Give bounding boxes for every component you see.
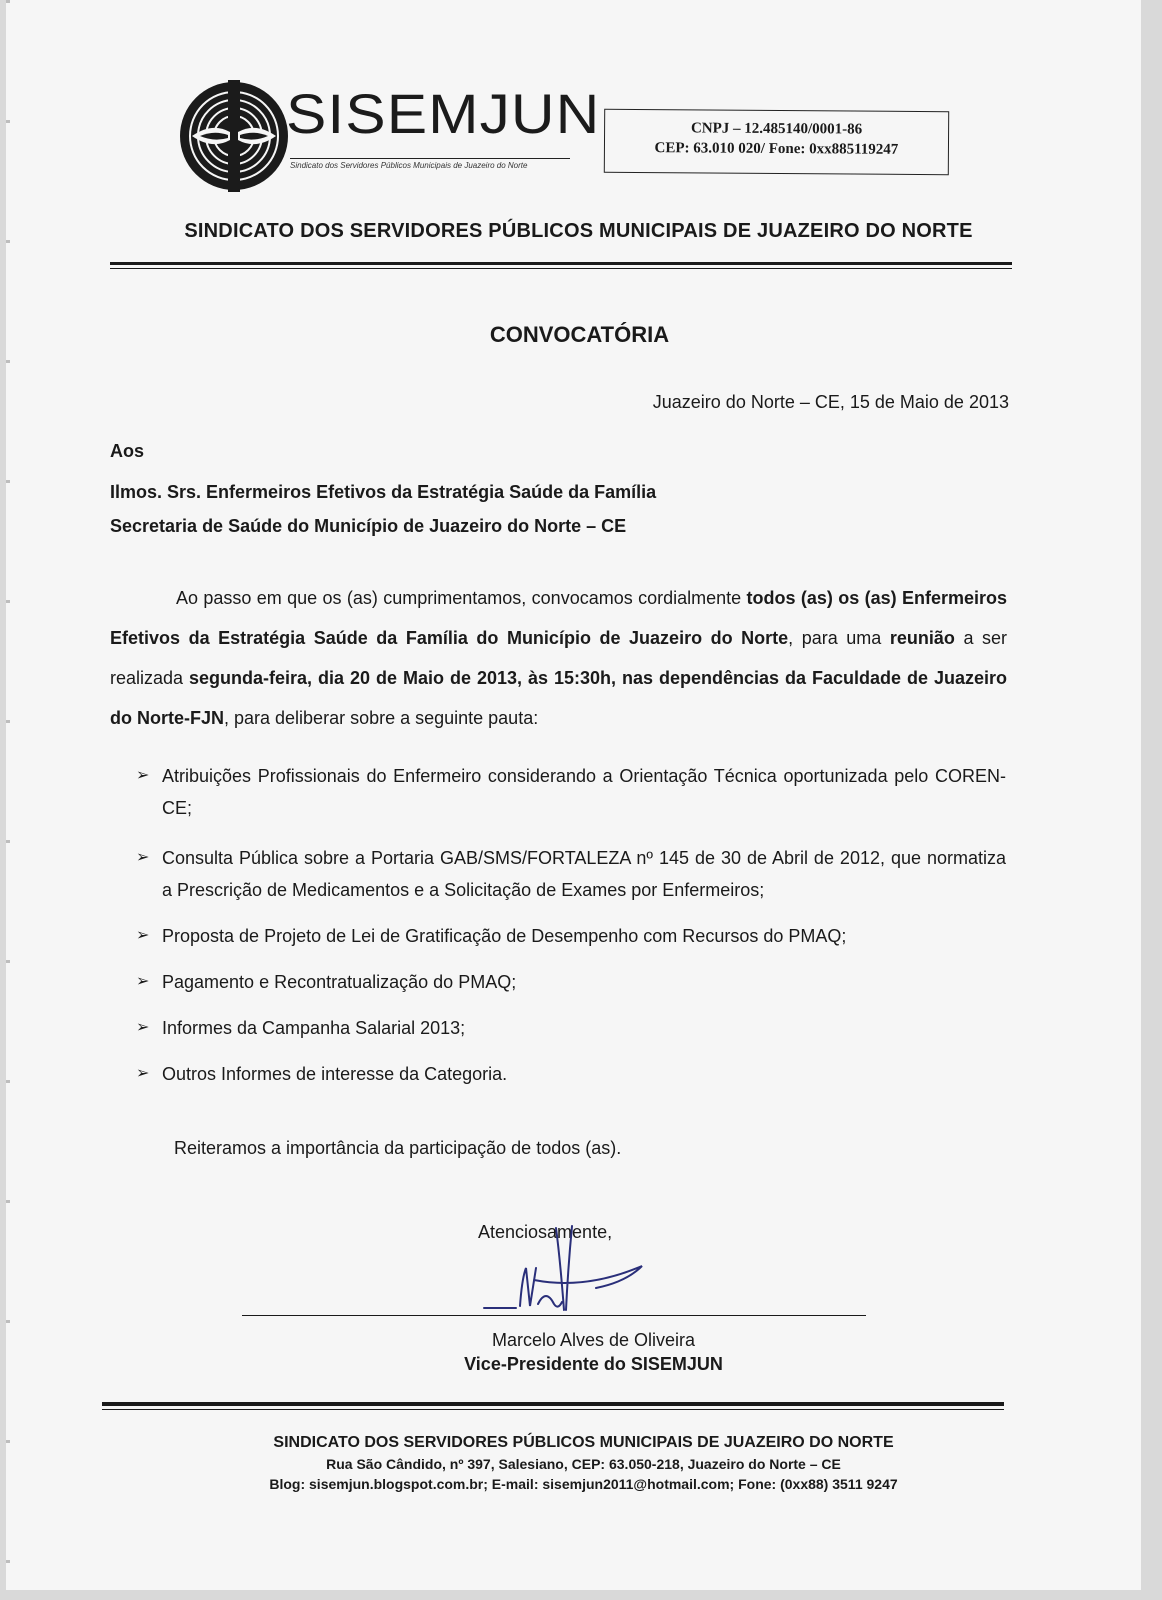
- body-text-3: , para uma: [788, 628, 890, 648]
- footer-address: Rua São Cândido, nº 397, Salesiano, CEP: 63.050-218, Juazeiro do Norte – CE: [326, 1456, 841, 1472]
- agenda-item: ➢ Pagamento e Recontratualização do PMAQ;: [136, 966, 1006, 998]
- signer-role: Vice-Presidente do SISEMJUN: [464, 1354, 723, 1374]
- body-text-1: Ao passo em que os (as) cumprimentamos, convocamos cordialmente: [176, 588, 747, 608]
- agenda-item: ➢ Outros Informes de interesse da Categoria.: [136, 1058, 1006, 1090]
- arrow-bullet-icon: ➢: [136, 927, 150, 944]
- body-paragraph: [110, 578, 1007, 738]
- header-rule-thin: [110, 268, 1012, 269]
- footer-rule: [102, 1402, 1004, 1406]
- body-text-4: reunião: [889, 628, 955, 648]
- addressee-line-2: Ilmos. Srs. Enfermeiros Efetivos da Estratégia Saúde da Família: [110, 482, 657, 502]
- signer-name: Marcelo Alves de Oliveira: [491, 1330, 696, 1350]
- logo-wordmark: SISEMJUN: [286, 82, 601, 145]
- footer-contact: Blog: sisemjun.blogspot.com.br; E-mail: sisemjun2011@hotmail.com; Fone: (0xx88) 3511 9247: [269, 1476, 898, 1492]
- addressee-line-3: Secretaria de Saúde do Município de Juazeiro do Norte – CE: [110, 516, 627, 536]
- footer: [6, 1432, 1141, 1494]
- logo-tagline: Sindicato dos Servidores Públicos Municipais de Juazeiro do Norte: [290, 158, 570, 170]
- body-text-7: , para deliberar sobre a seguinte pauta:: [224, 708, 539, 728]
- addressee-line-1: Aos: [110, 441, 145, 461]
- arrow-bullet-icon: ➢: [136, 973, 150, 990]
- arrow-bullet-icon: ➢: [136, 1065, 150, 1082]
- body-text-6: segunda-feira, dia 20 de Maio de 2013, às 15:30h, nas dependências da Faculdade de Juazeiro do Norte-FJN: [110, 668, 1008, 728]
- sisemjun-logo: [178, 74, 601, 184]
- agenda-item: ➢ Informes da Campanha Salarial 2013;: [136, 1012, 1006, 1044]
- header-rule: [110, 262, 1012, 265]
- cep-phone-text: CEP: 63.010 020/ Fone: 0xx885119247: [654, 140, 899, 158]
- footer-org: SINDICATO DOS SERVIDORES PÚBLICOS MUNICIPAIS DE JUAZEIRO DO NORTE: [273, 1434, 894, 1451]
- document-date: Juazeiro do Norte – CE, 15 de Maio de 2013: [652, 392, 1009, 412]
- handwritten-signature: [476, 1218, 656, 1318]
- emblem-icon: [178, 80, 290, 192]
- agenda-item: ➢ Consulta Pública sobre a Portaria GAB/SMS/FORTALEZA nº 145 de 30 de Abril de 2012, que normatiza a Prescrição de Medicamentos e a Solicitação de Exames por Enfermeiros;: [136, 842, 1006, 906]
- closing-sentence: Reiteramos a importância da participação de todos (as).: [174, 1138, 622, 1158]
- signature-line: [242, 1315, 866, 1316]
- arrow-bullet-icon: ➢: [136, 1019, 150, 1036]
- registration-box: [604, 109, 949, 175]
- valediction: Atenciosamente,: [478, 1222, 613, 1242]
- body-text-2: todos (as) os (as) Enfermeiros Efetivos da Estratégia Saúde da Família do Município de Juazeiro do Norte: [110, 588, 1008, 648]
- body-text-5: a ser realizada: [110, 628, 1008, 688]
- footer-rule-thin: [102, 1409, 1004, 1410]
- cnpj-text: CNPJ – 12.485140/0001-86: [690, 120, 863, 138]
- arrow-bullet-icon: ➢: [136, 849, 150, 866]
- agenda-list: [136, 760, 1006, 1104]
- organization-title: SINDICATO DOS SERVIDORES PÚBLICOS MUNICIPAIS DE JUAZEIRO DO NORTE: [184, 220, 973, 242]
- document-title: CONVOCATÓRIA: [489, 322, 670, 347]
- arrow-bullet-icon: ➢: [136, 767, 150, 784]
- agenda-item: ➢ Proposta de Projeto de Lei de Gratificação de Desempenho com Recursos do PMAQ;: [136, 920, 1006, 952]
- document-page: [6, 0, 1141, 1590]
- agenda-item: ➢ Atribuições Profissionais do Enfermeiro considerando a Orientação Técnica oportunizada pelo COREN-CE;: [136, 760, 1006, 824]
